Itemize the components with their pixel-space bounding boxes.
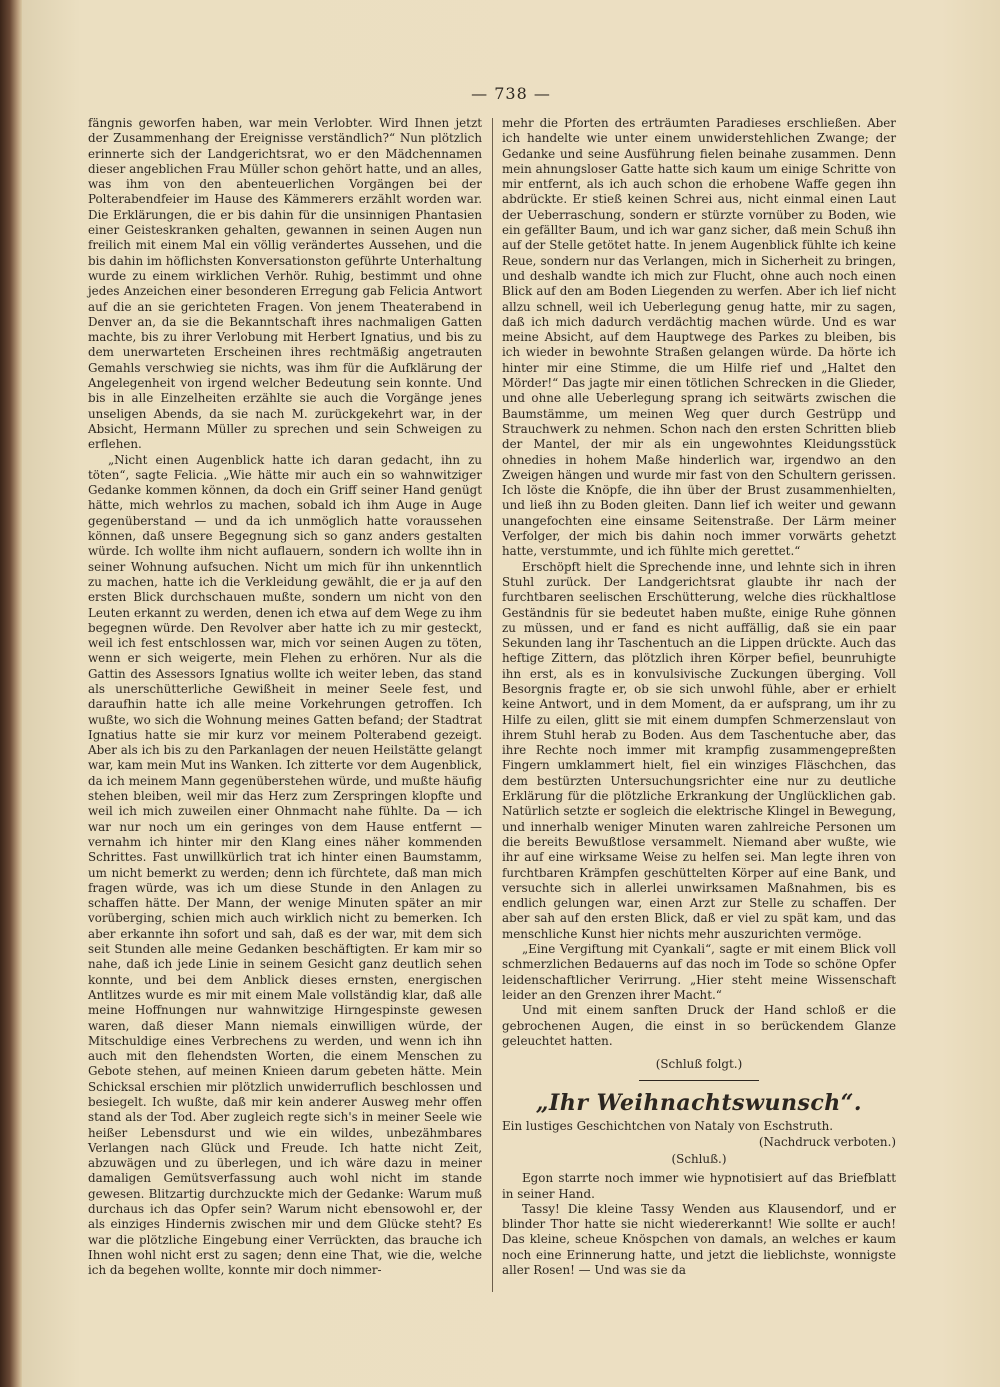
article-paragraph: „Eine Vergiftung mit Cyankali“, sagte er mit einem Blick voll schmerzlichen Bedauerns auf das noch im Tode so schöne Opfer leidenschaftlicher Verirrung. „Hier steht meine Wissenschaft leider an den Grenzen ihrer Macht.“	[502, 942, 896, 1002]
page-number: — 738 —	[471, 84, 551, 103]
reprint-note: (Nachdruck verboten.)	[758, 1134, 896, 1149]
article-paragraph: „Nicht einen Augenblick hatte ich daran gedacht, ihn zu töten“, sagte Felicia. „Wie hätte mir auch ein so wahnwitziger Gedanke kommen können, da doch ein Griff seiner Hand genügt hätte, mich wehrlos zu machen, sobald ich ihm Auge in Auge gegenüberstand — und da ich unmöglich hatte voraussehen können, daß unsere Begegnung sich so ganz anders gestalten würde. Ich wollte ihm nicht auflauern, sondern ich wollte ihn in seiner Wohnung aufsuchen. Nicht um mich für ihn unkenntlich zu machen, hatte ich die Verkleidung gewählt, die er ja auf den ersten Blick durchschauen mußte, sondern um nicht von den Leuten erkannt zu werden, denen ich etwa auf dem Wege zu ihm begegnen würde. Den Revolver aber hatte ich zu mir gesteckt, weil ich fest entschlossen war, mich vor seinen Augen zu töten, wenn er sich weigerte, mein Flehen zu erhören. Nur als die Gattin des Assessors Ignatius wollte ich weiter leben, das stand als unerschütterliche Gewißheit in meiner Seele fest, und daraufhin hatte ich alle meine Vorkehrungen getroffen. Ich wußte, wo sich die Wohnung meines Gatten befand; der Stadtrat Ignatius hatte sie mir kurz vor meinem Polterabend gezeigt. Aber als ich bis zu den Parkanlagen der neuen Heilstätte gelangt war, kam mein Mut ins Wanken. Ich zitterte vor dem Augenblick, da ich meinem Mann gegenüberstehen würde, und mußte häufig stehen bleiben, weil mir das Herz zum Zerspringen klopfte und weil ich mich zuweilen einer Ohnmacht nahe fühlte. Da — ich war nur noch um ein geringes von dem Hause entfernt — vernahm ich hinter mir den Klang eines näher kommenden Schrittes. Fast unwillkürlich trat ich hinter einen Baumstamm, um nicht bemerkt zu werden; denn ich fürchtete, daß man mich fragen würde, was ich um diese Stunde in den Anlagen zu schaffen hätte. Der Mann, der wenige Minuten später an mir vorüberging, schien mich auch wirklich nicht zu bemerken. Ich aber erkannte ihn sofort und sah, daß es der war, mit dem sich seit Stunden alle meine Gedanken beschäftigten. Er kam mir so nahe, daß ich jede Linie in seinem Gesicht ganz deutlich sehen konnte, und bei dem Anblick dieses ernsten, energischen Antlitzes wurde es mir mit einem Male vollständig klar, daß alle meine Hoffnungen nur wahnwitzige Hirngespinste gewesen waren, daß dieser Mann niemals einwilligen würde, der Mitschuldige eines Verbrechens zu werden, und wenn ich ihn auch mit den flehendsten Worten, die einem Menschen zu Gebote stehen, auf meinen Knieen darum gebeten hätte. Mein Schicksal erschien mir plötzlich unwiderruflich beschlossen und besiegelt. Ich wußte, daß mir kein anderer Ausweg mehr offen stand als der Tod. Aber zugleich regte sich's in meiner Seele wie heißer Lebensdurst und wie ein wildes, unbezähmbares Verlangen nach Glück und Freude. Ich hatte nicht Zeit, abzuwägen und zu überlegen, und ich wäre dazu in meiner damaligen Gemütsverfassung auch wohl nicht im stande gewesen. Blitzartig durchzuckte mich der Gedanke: Warum muß durchaus ich das Opfer sein? Warum nicht ebensowohl er, der als einziges Hindernis zwischen mir und dem Glücke steht? Es war die plötzliche Eingebung einer Verrückten, das brauche ich Ihnen wohl nicht erst zu sagen; denn eine That, wie die, welche ich da begehen wollte, konnte mir doch nimmer-	[88, 452, 482, 1278]
article-paragraph: Erschöpft hielt die Sprechende inne, und lehnte sich in ihren Stuhl zurück. Der Landgerichtsrat glaubte ihr nach der furchtbaren seelischen Erschütterung, welche dies rückhaltlose Geständnis für sie bedeutet haben mußte, einige Ruhe gönnen zu müssen, und er fand es nicht auffällig, daß sie ein paar Sekunden lang ihr Taschentuch an die Lippen drückte. Auch das heftige Zittern, das plötzlich ihren Körper befiel, beunruhigte ihn erst, als es in konvulsivische Zuckungen überging. Voll Besorgnis fragte er, ob sie sich unwohl fühle, aber er erhielt keine Antwort, und in dem Moment, da er aufsprang, um ihr zu Hilfe zu eilen, glitt sie mit einem dumpfen Schmerzenslaut von ihrem Stuhl herab zu Boden. Aus dem Taschentuche aber, das ihre Rechte noch immer mit krampfig zusammengepreßten Fingern umklammert hielt, fiel ein winziges Fläschchen, das dem bestürzten Untersuchungsrichter eine nur zu deutliche Erklärung für die plötzliche Erkrankung der Unglücklichen gab. Natürlich setzte er sogleich die elektrische Klingel in Bewegung, und innerhalb weniger Minuten waren zahlreiche Personen um die bereits Bewußtlose versammelt. Niemand aber wußte, wie ihr auf eine wirksame Weise zu helfen sei. Man legte ihren von furchtbaren Krämpfen geschüttelten Körper auf eine Bank, und versuchte sich in allerlei unwirksamen Maßnahmen, bis es endlich gelungen war, einen Arzt zur Stelle zu schaffen. Der aber sah auf den ersten Blick, daß er viel zu spät kam, und das menschliche Kunst hier nichts mehr auszurichten vermöge.	[502, 559, 896, 941]
article-paragraph: Und mit einem sanften Druck der Hand schloß er die gebrochenen Augen, die einst in so berückendem Glanze geleuchtet hatten.	[502, 1003, 896, 1048]
story-byline: Ein lustiges Geschichtchen von Nataly von Eschstruth.	[502, 1119, 834, 1134]
section-rule	[639, 1080, 759, 1081]
continuation-note: (Schluß folgt.)	[655, 1057, 743, 1072]
right-column	[502, 116, 896, 1278]
column-divider	[492, 118, 493, 1292]
left-column	[88, 116, 482, 1279]
article-paragraph: mehr die Pforten des erträumten Paradieses erschließen. Aber ich handelte wie unter einem unwiderstehlichen Zwange; der Gedanke und seine Ausführung fielen beinahe zusammen. Denn mein ahnungsloser Gatte hatte sich kaum um einige Schritte von mir entfernt, als ich auch schon die erhobene Waffe gegen ihn abdrückte. Er stieß keinen Schrei aus, nicht einmal einen Laut der Ueberraschung, sondern er stürzte vornüber zu Boden, wie ein gefällter Baum, und ich war ganz sicher, daß mein Schuß ihn auf der Stelle getötet hatte. In jenem Augenblick fühlte ich keine Reue, sondern nur das Verlangen, mich in Sicherheit zu bringen, und deshalb wandte ich mich zur Flucht, ohne auch noch einen Blick auf den am Boden Liegenden zu werfen. Aber ich lief nicht allzu schnell, weil ich Ueberlegung genug hatte, mir zu sagen, daß ich mich dadurch verdächtig machen würde. Und es war meine Absicht, auf dem Hauptwege des Parkes zu bleiben, bis ich wieder in bewohnte Straßen gelangen würde. Da hörte ich hinter mir eine Stimme, die um Hilfe rief und „Haltet den Mörder!“ Das jagte mir einen tötlichen Schrecken in die Glieder, und ohne alle Ueberlegung sprang ich seitwärts zwischen die Baumstämme, um meinen Weg quer durch Gestrüpp und Strauchwerk zu nehmen. Schon nach den ersten Schritten blieb der Mantel, der mir als ein ungewohntes Kleidungsstück ohnedies in hohem Maße hinderlich war, irgendwo an den Zweigen hängen und wurde mir fast von den Schultern gerissen. Ich löste die Knöpfe, die ihn über der Brust zusammenhielten, und ließ ihn zu Boden gleiten. Dann lief ich weiter und gewann unangefochten eine einsame Seitenstraße. Der Lärm meiner Verfolger, der mich bis dahin noch immer vorwärts gehetzt hatte, verstummte, und ich fühlte mich gerettet.“	[502, 116, 896, 559]
story-part: (Schluß.)	[671, 1152, 727, 1166]
story-title: „Ihr Weihnachtswunsch“.	[535, 1090, 863, 1117]
story-paragraph: Egon starrte noch immer wie hypnotisiert auf das Briefblatt in seiner Hand.	[502, 1171, 896, 1201]
story-paragraph: Tassy! Die kleine Tassy Wenden aus Klausendorf, und er blinder Thor hatte sie nicht wiedererkannt! Wie sollte er auch! Das kleine, scheue Knöspchen von damals, an welches er kaum noch eine Erinnerung hatte, und jetzt die lieblichste, wonnigste aller Rosen! — Und was sie da	[502, 1201, 896, 1278]
article-paragraph: fängnis geworfen haben, war mein Verlobter. Wird Ihnen jetzt der Zusammenhang der Ereignisse verständlich?“ Nun plötzlich erinnerte sich der Landgerichtsrat, wo er den Mädchennamen dieser angeblichen Frau Müller schon gehört hatte, und an alles, was ihm von den abenteuerlichen Vorgängen bei der Polterabendfeier im Hause des Kämmerers erzählt worden war. Die Erklärungen, die er bis dahin für die unsinnigen Phantasien einer Geisteskranken gehalten, gewannen in seinen Augen nun freilich mit einem Mal ein völlig verändertes Aussehen, und die bis dahin im höflichsten Konversationston geführte Unterhaltung wurde zu einem wirklichen Verhör. Ruhig, bestimmt und ohne jedes Anzeichen einer besonderen Erregung gab Felicia Antwort auf die an sie gerichteten Fragen. Von jenem Theaterabend in Denver an, da sie die Bekanntschaft ihres nachmaligen Gatten machte, bis zu ihrer Verlobung mit Herbert Ignatius, und bis zu dem unerwarteten Erscheinen ihres rechtmäßig angetrauten Gemahls verschwieg sie nichts, was ihm für die Aufklärung der Angelegenheit von irgend welcher Bedeutung sein konnte. Und bis in alle Einzelheiten erzählte sie auch die Vorgänge jenes unseligen Abends, da sie nach M. zurückgekehrt war, in der Absicht, Hermann Müller zu sprechen und sein Schweigen zu erflehen.	[88, 116, 482, 452]
book-spine	[0, 0, 22, 1387]
newspaper-page	[22, 0, 1000, 1387]
